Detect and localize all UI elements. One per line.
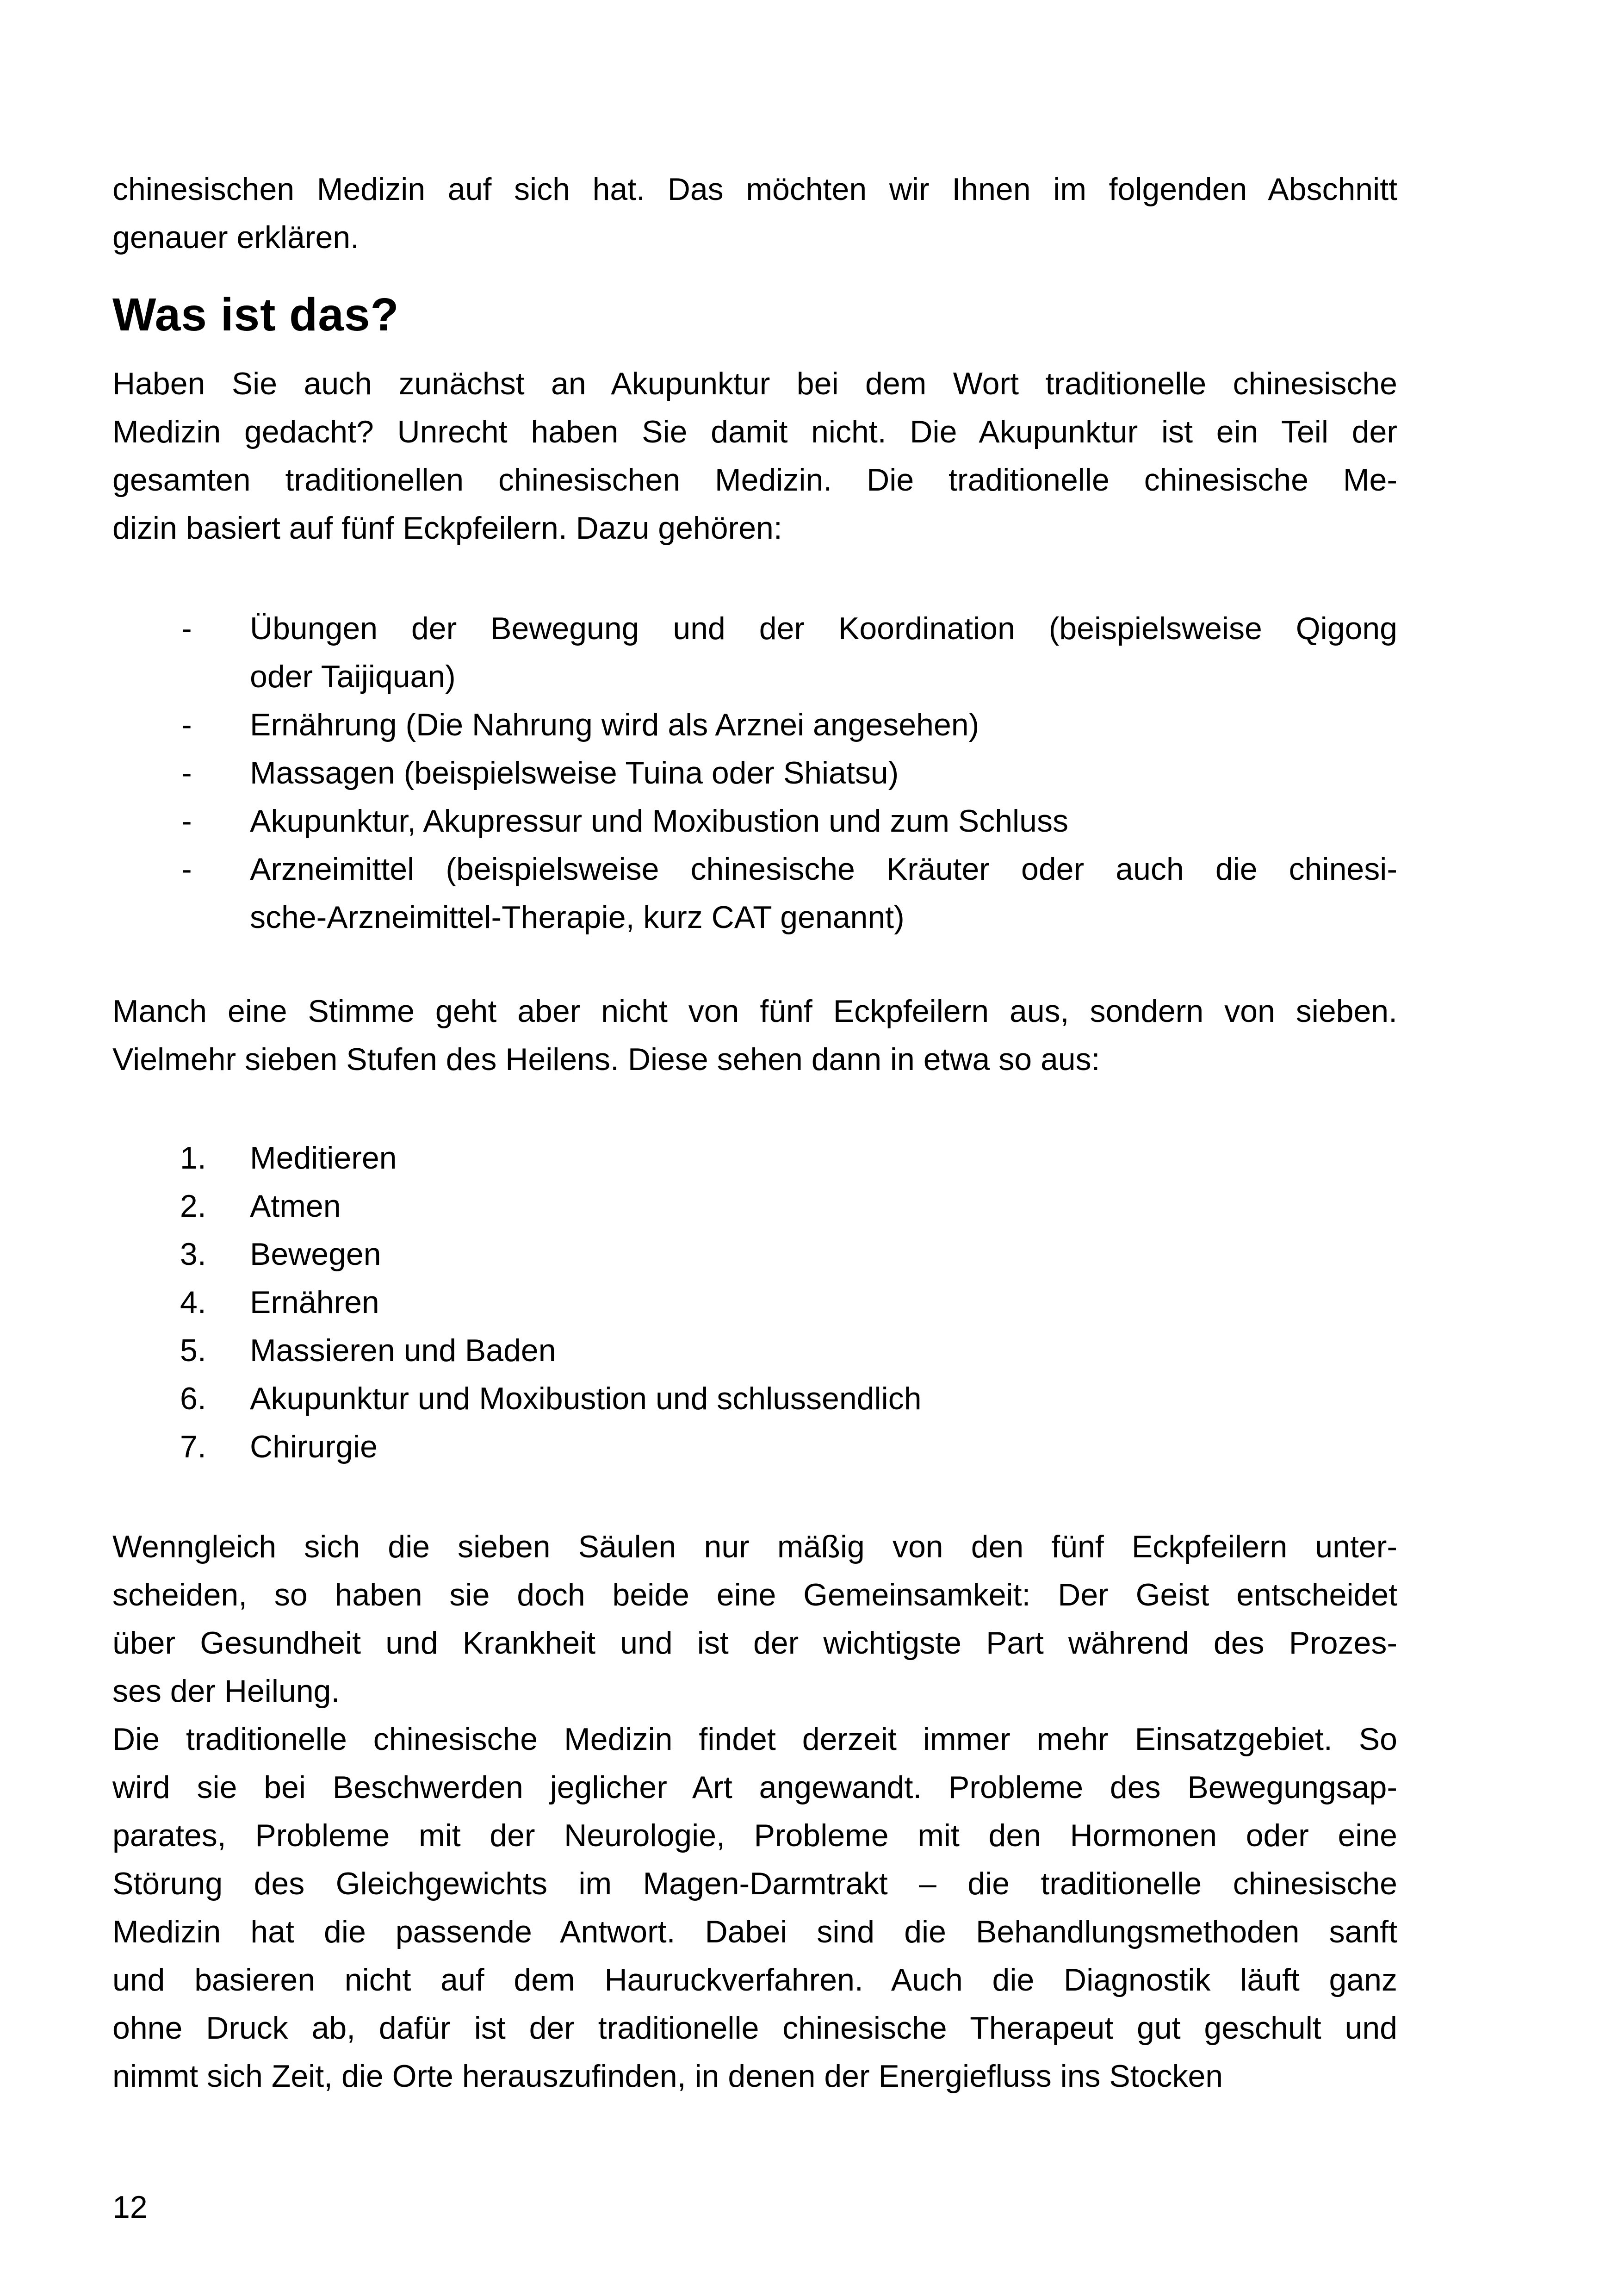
text-line: Bewegen <box>250 1237 381 1272</box>
list-item-text <box>250 604 1397 701</box>
text-line: und basieren nicht auf dem Hauruckverfahren. Auch die Diagnostik läuft ganz <box>112 1962 1397 1997</box>
text-line: Medizin gedacht? Unrecht haben Sie damit nicht. Die Akupunktur ist ein Teil der <box>112 414 1397 449</box>
list-item-meditieren <box>112 1134 1397 1182</box>
list-item-uebungen <box>112 604 1397 701</box>
healing-steps-list <box>112 1134 1397 1471</box>
list-number: 5. <box>180 1333 206 1368</box>
text-line: Ernährung (Die Nahrung wird als Arznei angesehen) <box>250 707 979 742</box>
bullet-dash: - <box>181 852 192 887</box>
text-line: sche-Arzneimittel-Therapie, kurz CAT genannt) <box>250 900 905 935</box>
text-line: gesamten traditionellen chinesischen Medizin. Die traditionelle chinesische Me- <box>112 462 1397 498</box>
list-item-text <box>250 1230 1397 1278</box>
text-line: Medizin hat die passende Antwort. Dabei sind die Behandlungsmethoden sanft <box>112 1914 1397 1949</box>
bullet-dash: - <box>181 755 192 790</box>
paragraph-einsatz <box>112 1715 1397 2100</box>
list-item-text <box>250 1134 1397 1182</box>
text-line: Haben Sie auch zunächst an Akupunktur bei dem Wort traditionelle chinesische <box>112 366 1397 401</box>
list-item-akupunktur <box>112 797 1397 845</box>
list-item-massagen <box>112 749 1397 797</box>
list-item-bewegen <box>112 1230 1397 1278</box>
text-line: Manch eine Stimme geht aber nicht von fünf Eckpfeilern aus, sondern von sieben. <box>112 994 1397 1029</box>
list-number: 3. <box>180 1237 206 1272</box>
text-line: Arzneimittel (beispielsweise chinesische Kräuter oder auch die chinesi- <box>250 852 1397 887</box>
text-line: Störung des Gleichgewichts im Magen-Darmtrakt – die traditionelle chinesische <box>112 1866 1397 1901</box>
text-line: Akupunktur und Moxibustion und schlussendlich <box>250 1381 922 1416</box>
bullet-dash: - <box>181 611 192 646</box>
text-line: ohne Druck ab, dafür ist der traditionelle chinesische Therapeut gut geschult und <box>112 2010 1397 2046</box>
list-item-akupunktur-moxibustion <box>112 1375 1397 1423</box>
paragraph-akupunktur <box>112 360 1397 552</box>
text-line: Ernähren <box>250 1285 379 1320</box>
list-number: 4. <box>180 1285 206 1320</box>
list-item-text <box>250 701 1397 749</box>
text-line: Atmen <box>250 1188 341 1224</box>
list-item-text <box>250 797 1397 845</box>
text-line: chinesischen Medizin auf sich hat. Das möchten wir Ihnen im folgenden Abschnitt <box>112 172 1397 207</box>
text-line: Chirurgie <box>250 1429 378 1464</box>
bullet-dash: - <box>181 803 192 839</box>
list-item-text <box>250 749 1397 797</box>
list-item-text <box>250 1278 1397 1326</box>
text-line: Vielmehr sieben Stufen des Heilens. Diese sehen dann in etwa so aus: <box>112 1042 1100 1077</box>
text-line: oder Taijiquan) <box>250 659 456 694</box>
text-line: Akupunktur, Akupressur und Moxibustion und zum Schluss <box>250 803 1068 839</box>
text-line: parates, Probleme mit der Neurologie, Probleme mit den Hormonen oder eine <box>112 1818 1397 1853</box>
text-line: dizin basiert auf fünf Eckpfeilern. Dazu gehören: <box>112 510 782 546</box>
list-item-text <box>250 1423 1397 1471</box>
list-item-arzneimittel <box>112 845 1397 941</box>
paragraph-wenngleich <box>112 1523 1397 1715</box>
text-line: genauer erklären. <box>112 220 360 255</box>
text-line: Massagen (beispielsweise Tuina oder Shiatsu) <box>250 755 899 790</box>
list-number: 2. <box>180 1188 206 1224</box>
bullet-dash: - <box>181 707 192 742</box>
list-item-text <box>250 1326 1397 1375</box>
text-line: nimmt sich Zeit, die Orte herauszufinden, in denen der Energiefluss ins Stocken <box>112 2059 1223 2094</box>
text-line: Übungen der Bewegung und der Koordination (beispielsweise Qigong <box>250 611 1397 646</box>
list-number: 6. <box>180 1381 206 1416</box>
list-item-atmen <box>112 1182 1397 1230</box>
pillars-list <box>112 604 1397 941</box>
paragraph-stimme <box>112 987 1397 1083</box>
text-line: Wenngleich sich die sieben Säulen nur mäßig von den fünf Eckpfeilern unter- <box>112 1529 1397 1564</box>
text-line: über Gesundheit und Krankheit und ist der wichtigste Part während des Prozes- <box>112 1625 1397 1661</box>
text-line: Meditieren <box>250 1140 397 1176</box>
list-item-massieren <box>112 1326 1397 1375</box>
list-item-ernaehrung <box>112 701 1397 749</box>
text-line: Massieren und Baden <box>250 1333 556 1368</box>
text-block <box>112 165 1397 2100</box>
list-item-text <box>250 845 1397 941</box>
list-number: 1. <box>180 1140 206 1176</box>
section-heading: Was ist das? <box>112 289 399 341</box>
list-item-chirurgie <box>112 1423 1397 1471</box>
text-line: Die traditionelle chinesische Medizin findet derzeit immer mehr Einsatzgebiet. So <box>112 1722 1397 1757</box>
paragraph-intro <box>112 165 1397 261</box>
list-item-text <box>250 1375 1397 1423</box>
page-footer <box>112 2183 148 2231</box>
text-line: wird sie bei Beschwerden jeglicher Art angewandt. Probleme des Bewegungsap- <box>112 1770 1397 1805</box>
list-item-ernaehren <box>112 1278 1397 1326</box>
text-line: scheiden, so haben sie doch beide eine Gemeinsamkeit: Der Geist entscheidet <box>112 1577 1397 1612</box>
list-item-text <box>250 1182 1397 1230</box>
list-number: 7. <box>180 1429 206 1464</box>
page-number: 12 <box>112 2190 148 2225</box>
text-line: ses der Heilung. <box>112 1674 340 1709</box>
